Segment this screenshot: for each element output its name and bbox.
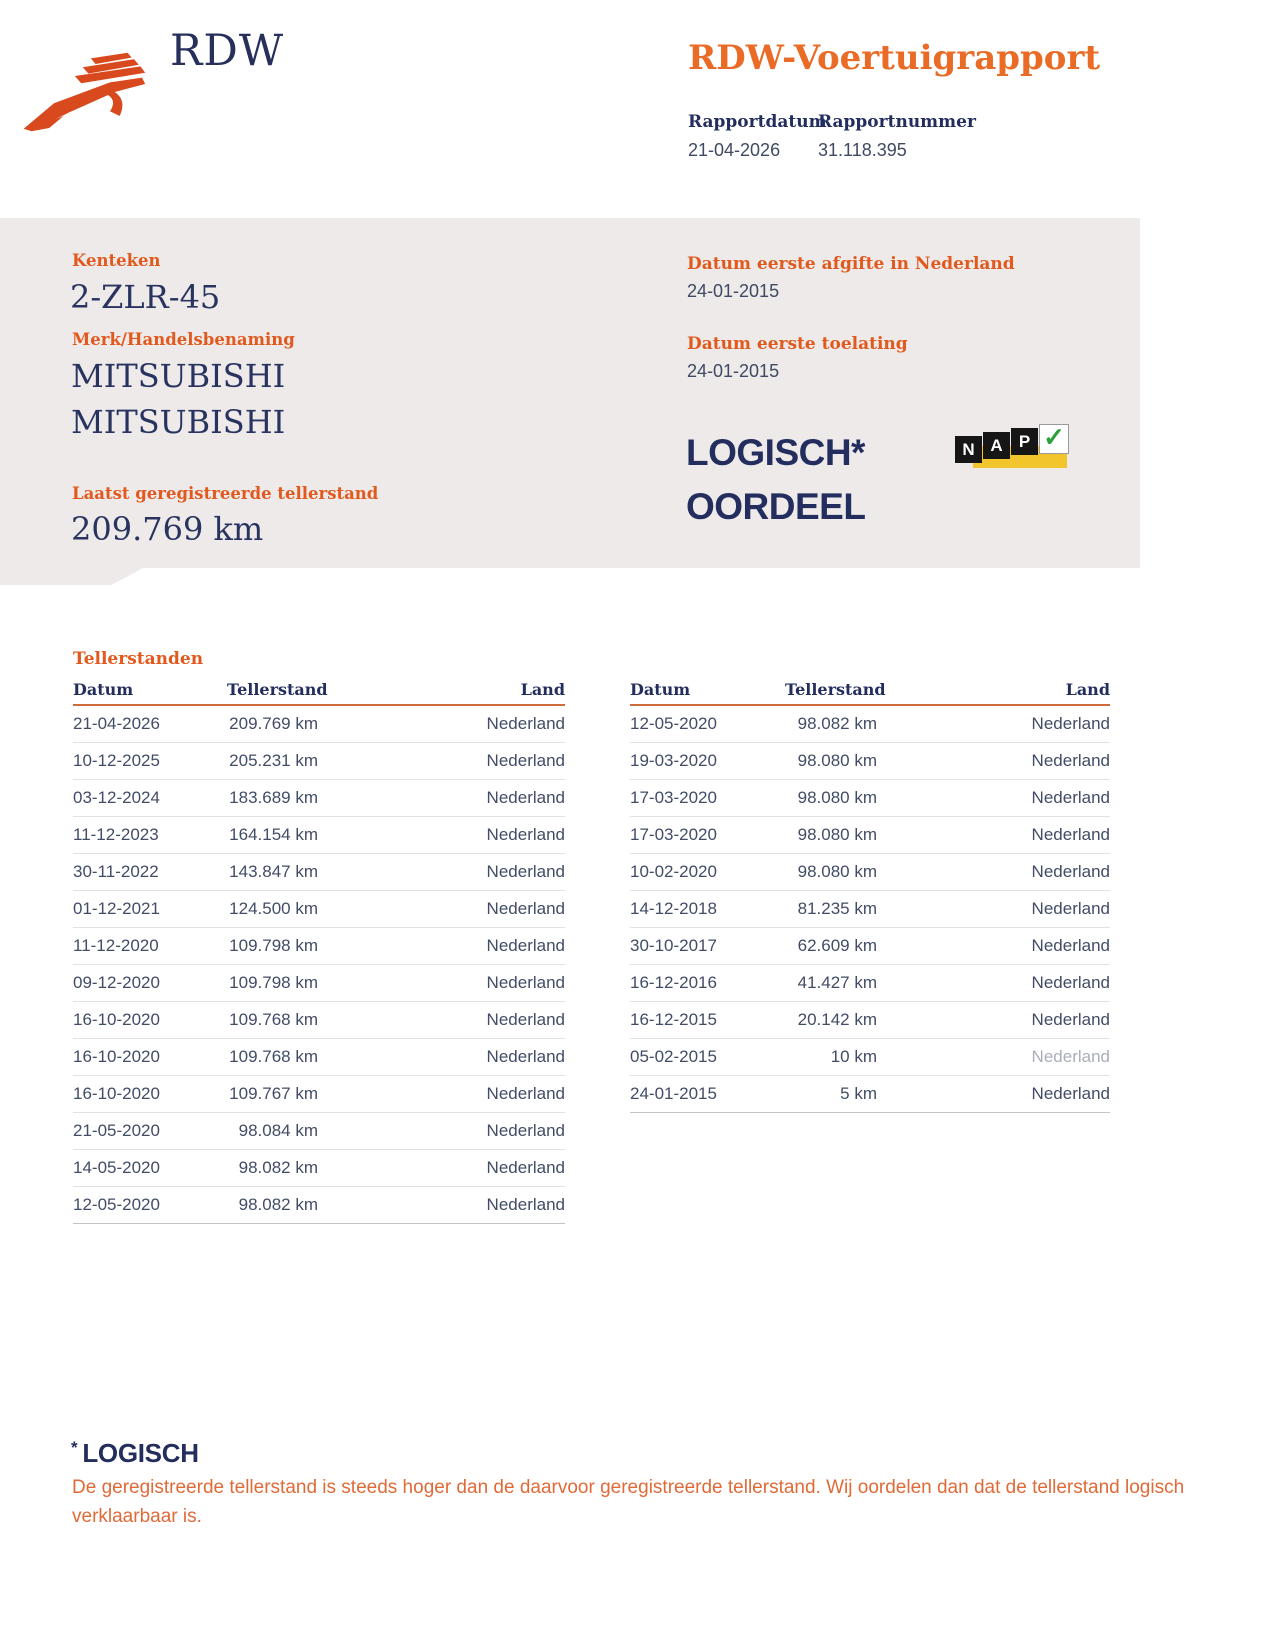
cell-tellerstand: 109.798 km bbox=[229, 936, 318, 955]
tellerstanden-section-title: Tellerstanden bbox=[73, 649, 204, 669]
cell-land: Nederland bbox=[486, 751, 565, 770]
cell-datum: 14-12-2018 bbox=[630, 899, 717, 918]
cell-datum: 30-10-2017 bbox=[630, 936, 717, 955]
odometer-table-left bbox=[73, 680, 565, 1224]
footnote-title bbox=[71, 1438, 199, 1469]
cell-tellerstand: 209.769 km bbox=[229, 714, 318, 733]
cell-land: Nederland bbox=[1031, 1084, 1110, 1103]
cell-datum: 16-10-2020 bbox=[73, 1047, 160, 1066]
table-row bbox=[630, 928, 1110, 965]
cell-datum: 17-03-2020 bbox=[630, 788, 717, 807]
laatste-tellerstand-label: Laatst geregistreerde tellerstand bbox=[72, 484, 379, 503]
table-header-row bbox=[630, 680, 1110, 706]
cell-datum: 14-05-2020 bbox=[73, 1158, 160, 1177]
table-row bbox=[73, 1076, 565, 1113]
footnote-title-text: LOGISCH bbox=[82, 1438, 199, 1468]
cell-tellerstand: 109.768 km bbox=[229, 1010, 318, 1029]
cell-land: Nederland bbox=[486, 1195, 565, 1214]
merk-value-line2: MITSUBISHI bbox=[71, 403, 286, 441]
cell-datum: 16-12-2015 bbox=[630, 1010, 717, 1029]
cell-tellerstand: 109.767 km bbox=[229, 1084, 318, 1103]
cell-tellerstand: 98.080 km bbox=[797, 788, 877, 807]
cell-tellerstand: 98.082 km bbox=[238, 1195, 318, 1214]
cell-land: Nederland bbox=[486, 714, 565, 733]
cell-datum: 24-01-2015 bbox=[630, 1084, 717, 1103]
cell-land: Nederland bbox=[486, 1158, 565, 1177]
table-row bbox=[630, 817, 1110, 854]
cell-tellerstand: 164.154 km bbox=[229, 825, 318, 844]
table-body bbox=[73, 706, 565, 1224]
cell-tellerstand: 98.080 km bbox=[797, 825, 877, 844]
cell-land: Nederland bbox=[1031, 788, 1110, 807]
cell-land: Nederland bbox=[486, 899, 565, 918]
report-number-label: Rapportnummer bbox=[818, 112, 976, 132]
cell-datum: 16-10-2020 bbox=[73, 1084, 160, 1103]
cell-datum: 10-12-2025 bbox=[73, 751, 160, 770]
cell-land: Nederland bbox=[486, 1084, 565, 1103]
nap-letter-a: A bbox=[983, 432, 1010, 459]
merk-value-line1: MITSUBISHI bbox=[71, 357, 286, 395]
cell-datum: 12-05-2020 bbox=[630, 714, 717, 733]
summary-panel-notch bbox=[0, 568, 143, 585]
table-row bbox=[630, 706, 1110, 743]
table-row bbox=[630, 965, 1110, 1002]
cell-land: Nederland bbox=[486, 862, 565, 881]
cell-tellerstand: 98.080 km bbox=[797, 862, 877, 881]
rdw-wordmark: RDW bbox=[170, 26, 285, 76]
cell-land: Nederland bbox=[1031, 1047, 1110, 1066]
report-date-value: 21-04-2026 bbox=[688, 140, 781, 160]
table-row bbox=[73, 928, 565, 965]
kenteken-value: 2-ZLR-45 bbox=[70, 278, 221, 316]
cell-land: Nederland bbox=[486, 973, 565, 992]
cell-land: Nederland bbox=[1031, 714, 1110, 733]
table-row bbox=[630, 743, 1110, 780]
cell-datum: 05-02-2015 bbox=[630, 1047, 717, 1066]
table-row bbox=[630, 891, 1110, 928]
cell-datum: 21-04-2026 bbox=[73, 714, 160, 733]
cell-datum: 30-11-2022 bbox=[73, 862, 159, 881]
table-row bbox=[73, 1002, 565, 1039]
cell-datum: 21-05-2020 bbox=[73, 1121, 160, 1140]
cell-land: Nederland bbox=[1031, 899, 1110, 918]
table-row bbox=[630, 854, 1110, 891]
table-row bbox=[630, 780, 1110, 817]
merk-label: Merk/Handelsbenaming bbox=[72, 330, 295, 349]
cell-tellerstand: 109.768 km bbox=[229, 1047, 318, 1066]
cell-land: Nederland bbox=[1031, 936, 1110, 955]
table-row bbox=[73, 854, 565, 891]
cell-land: Nederland bbox=[1031, 751, 1110, 770]
table-header-row bbox=[73, 680, 565, 706]
column-header-datum: Datum bbox=[73, 680, 134, 699]
cell-datum: 11-12-2020 bbox=[73, 936, 159, 955]
report-date-label: Rapportdatum bbox=[688, 112, 827, 132]
cell-datum: 16-12-2016 bbox=[630, 973, 717, 992]
laatste-tellerstand-value: 209.769 km bbox=[71, 510, 264, 548]
column-header-tellerstand: Tellerstand bbox=[227, 680, 328, 699]
cell-datum: 17-03-2020 bbox=[630, 825, 717, 844]
column-header-tellerstand: Tellerstand bbox=[785, 680, 886, 699]
cell-tellerstand: 41.427 km bbox=[797, 973, 877, 992]
cell-datum: 03-12-2024 bbox=[73, 788, 160, 807]
cell-land: Nederland bbox=[486, 1121, 565, 1140]
cell-tellerstand: 98.084 km bbox=[238, 1121, 318, 1140]
column-header-land: Land bbox=[1065, 680, 1110, 699]
table-row bbox=[73, 965, 565, 1002]
cell-land: Nederland bbox=[1031, 825, 1110, 844]
afgifte-date: 24-01-2015 bbox=[687, 281, 780, 301]
table-row bbox=[73, 780, 565, 817]
afgifte-label: Datum eerste afgifte in Nederland bbox=[687, 254, 1015, 274]
oordeel-line2: OORDEEL bbox=[686, 486, 866, 527]
column-header-land: Land bbox=[520, 680, 565, 699]
report-number-value: 31.118.395 bbox=[818, 140, 907, 160]
nap-logo bbox=[955, 424, 1069, 468]
cell-land: Nederland bbox=[1031, 862, 1110, 881]
cell-tellerstand: 143.847 km bbox=[229, 862, 318, 881]
table-row bbox=[73, 817, 565, 854]
cell-datum: 11-12-2023 bbox=[73, 825, 159, 844]
table-row bbox=[630, 1039, 1110, 1076]
table-row bbox=[73, 891, 565, 928]
cell-tellerstand: 10 km bbox=[830, 1047, 877, 1066]
cell-tellerstand: 109.798 km bbox=[229, 973, 318, 992]
table-row bbox=[73, 1150, 565, 1187]
cell-datum: 16-10-2020 bbox=[73, 1010, 160, 1029]
oordeel-line1: LOGISCH* bbox=[686, 432, 865, 473]
cell-datum: 01-12-2021 bbox=[73, 899, 160, 918]
cell-tellerstand: 81.235 km bbox=[797, 899, 877, 918]
cell-land: Nederland bbox=[486, 788, 565, 807]
cell-land: Nederland bbox=[486, 936, 565, 955]
table-row bbox=[73, 743, 565, 780]
nap-letter-n: N bbox=[955, 436, 982, 463]
cell-tellerstand: 20.142 km bbox=[797, 1010, 877, 1029]
table-row bbox=[630, 1076, 1110, 1113]
table-row bbox=[73, 706, 565, 743]
footnote-explanation: De geregistreerde tellerstand is steeds hoger dan de daarvoor geregistreerde tellerstand. Wij oordelen dan dat de tellerstand logisch verklaarbaar is. bbox=[72, 1477, 1185, 1527]
oordeel-verdict bbox=[686, 426, 865, 534]
cell-datum: 10-02-2020 bbox=[630, 862, 717, 881]
column-header-datum: Datum bbox=[630, 680, 691, 699]
cell-tellerstand: 98.080 km bbox=[797, 751, 877, 770]
table-body bbox=[630, 706, 1110, 1113]
toelating-label: Datum eerste toelating bbox=[687, 334, 908, 354]
cell-land: Nederland bbox=[1031, 973, 1110, 992]
cell-datum: 19-03-2020 bbox=[630, 751, 717, 770]
cell-tellerstand: 205.231 km bbox=[229, 751, 318, 770]
nap-checkbox bbox=[1039, 424, 1069, 454]
toelating-date: 24-01-2015 bbox=[687, 361, 780, 381]
table-row bbox=[73, 1187, 565, 1224]
checkmark-icon: ✓ bbox=[1043, 422, 1065, 452]
cell-tellerstand: 5 km bbox=[840, 1084, 877, 1103]
cell-land: Nederland bbox=[486, 825, 565, 844]
table-row bbox=[630, 1002, 1110, 1039]
nap-letter-p: P bbox=[1011, 428, 1038, 455]
kenteken-label: Kenteken bbox=[72, 251, 161, 270]
table-row bbox=[73, 1113, 565, 1150]
cell-tellerstand: 124.500 km bbox=[229, 899, 318, 918]
cell-land: Nederland bbox=[486, 1010, 565, 1029]
page-title: RDW-Voertuigrapport bbox=[688, 38, 1101, 78]
cell-land: Nederland bbox=[486, 1047, 565, 1066]
table-row bbox=[73, 1039, 565, 1076]
cell-datum: 09-12-2020 bbox=[73, 973, 160, 992]
footnote-asterisk: * bbox=[71, 1438, 78, 1457]
cell-tellerstand: 62.609 km bbox=[797, 936, 877, 955]
odometer-table-right bbox=[630, 680, 1110, 1113]
rdw-bird-logo-icon bbox=[22, 52, 150, 132]
cell-datum: 12-05-2020 bbox=[73, 1195, 160, 1214]
cell-tellerstand: 183.689 km bbox=[229, 788, 318, 807]
cell-land: Nederland bbox=[1031, 1010, 1110, 1029]
cell-tellerstand: 98.082 km bbox=[797, 714, 877, 733]
cell-tellerstand: 98.082 km bbox=[238, 1158, 318, 1177]
